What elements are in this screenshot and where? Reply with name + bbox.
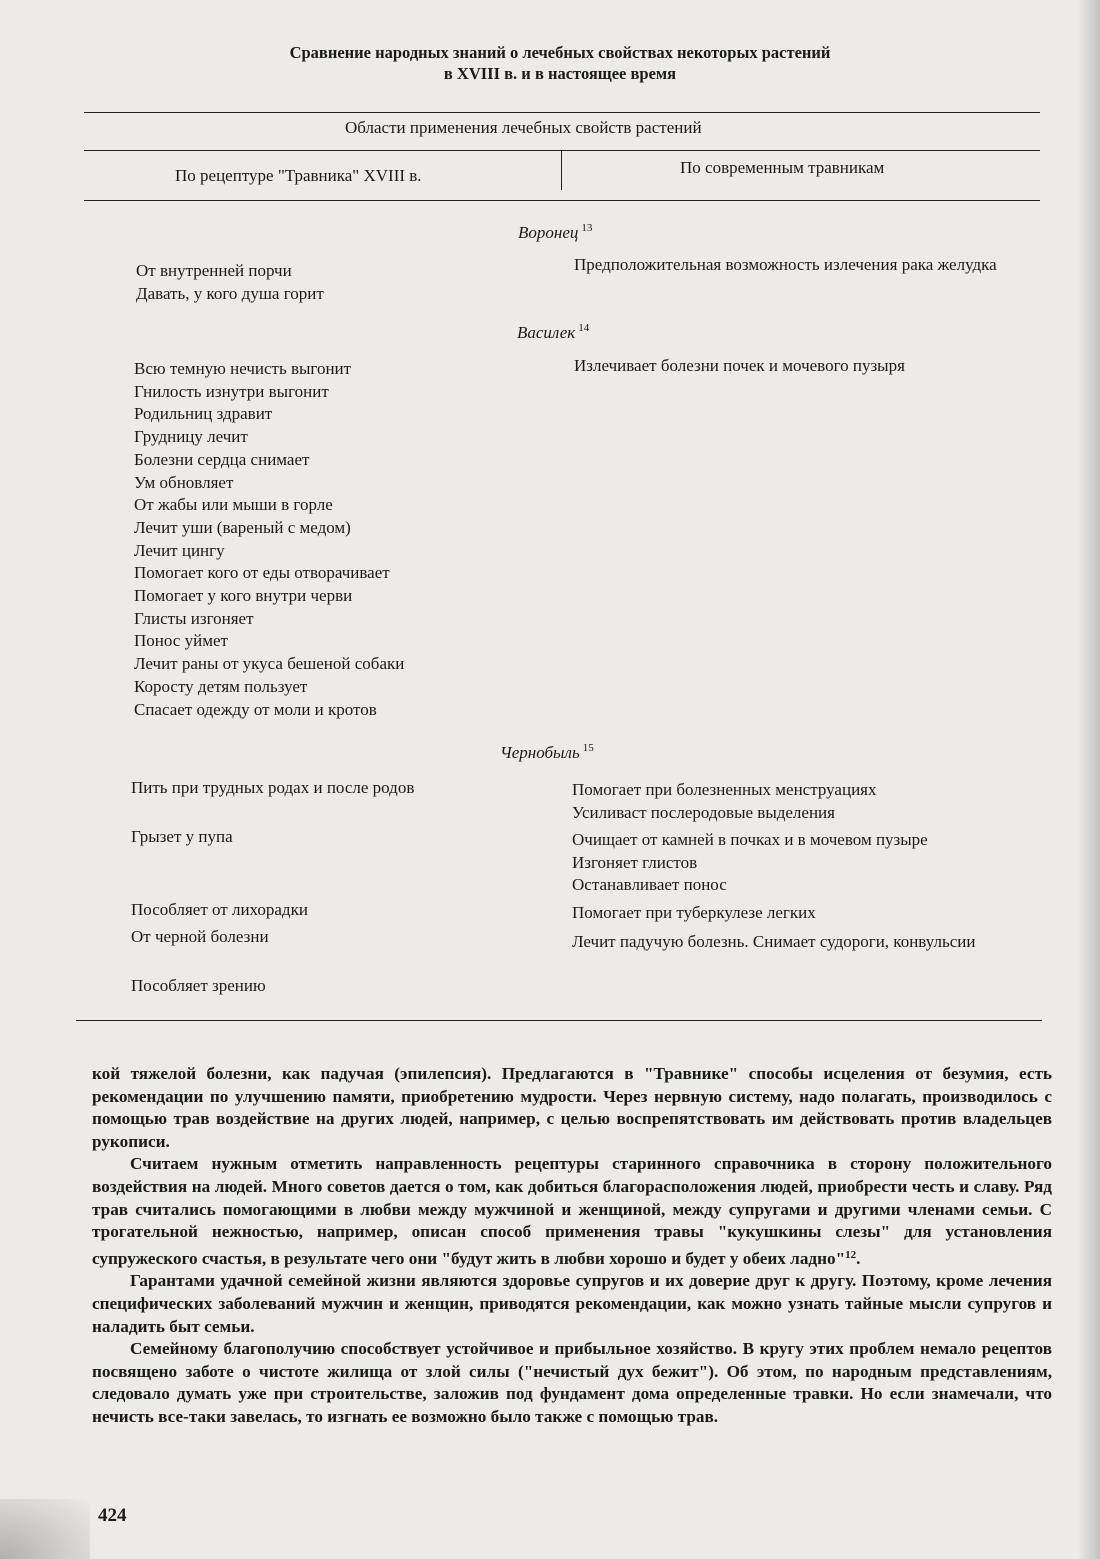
voronets-right-column — [574, 254, 1034, 277]
list-item: Глисты изгоняет — [134, 608, 254, 628]
chernobyl-right-group — [572, 779, 1032, 824]
list-item: От внутренней порчи — [136, 261, 292, 280]
list-item: Коросту детям пользует — [134, 676, 308, 696]
list-item: Пособляет зрению — [131, 976, 266, 995]
list-item: Останавливает понос — [572, 875, 727, 895]
chernobyl-left-item — [131, 926, 269, 949]
footnote-ref: 12 — [845, 1248, 857, 1261]
table-top-rule — [84, 112, 1040, 113]
page-number: 424 — [98, 1505, 127, 1526]
footnote-ref: 14 — [578, 322, 590, 334]
list-item: От черной болезни — [131, 927, 269, 946]
plant-name: Воронец — [518, 223, 579, 242]
list-item: Болезни сердца снимает — [134, 449, 310, 469]
page-corner-shadow — [0, 1499, 90, 1559]
chernobyl-left-item — [131, 975, 266, 998]
list-item: Помогает у кого внутри черви — [134, 586, 353, 606]
table-title-line1: Сравнение народных знаний о лечебных свойствах некоторых растений — [289, 43, 831, 62]
header-column-divider — [561, 150, 562, 190]
list-item: Гнилость изнутри выгонит — [134, 381, 329, 401]
table-title-line2: в XVIII в. и в настоящее время — [443, 64, 677, 83]
header-left: По рецептуре "Травника" XVIII в. — [175, 166, 422, 185]
vasilek-right-column — [574, 355, 1034, 378]
plant-name: Чернобыль — [500, 743, 580, 762]
list-item: Помогает кого от еды отворачивает — [134, 563, 390, 583]
chernobyl-right-group — [572, 829, 1032, 897]
chernobyl-left-item — [131, 826, 233, 849]
voronets-left-column — [136, 260, 324, 305]
list-item: Пить при трудных родах и после родов — [131, 778, 415, 797]
plant-name: Василек — [517, 323, 576, 342]
plant-name-vasilek — [517, 322, 589, 343]
header-bottom-rule — [84, 200, 1040, 201]
list-item: Грудницу лечит — [134, 427, 248, 447]
plant-name-voronets — [518, 222, 592, 243]
list-item: Ум обновляет — [134, 472, 234, 492]
body-text — [92, 1063, 1052, 1429]
list-item: Лечит раны от укуса бешеной собаки — [134, 654, 405, 674]
list-item: Изгоняет глистов — [572, 852, 698, 872]
list-item: Давать, у кого душа горит — [136, 283, 324, 303]
list-item: Лечит цингу — [134, 540, 225, 560]
paragraph-end: . — [856, 1248, 861, 1268]
list-item: Лечит уши (вареный с медом) — [134, 517, 351, 537]
list-item: Родильниц здравит — [134, 404, 273, 424]
list-item: Пособляет от лихорадки — [131, 900, 308, 919]
chernobyl-left-item — [131, 899, 308, 922]
footnote-ref: 13 — [581, 222, 593, 234]
plant-name-chernobyl — [500, 742, 594, 763]
paragraph — [92, 1153, 1052, 1270]
paragraph: Семейному благополучию способствует устойчивое и прибыльное хозяйство. В кругу этих проблем немало рецептов посвящено заботе о чистоте жилища от злой силы ("нечистый дух бежит"). Об этом, по народным представлениям, следовало думать уже при строительстве, заложив под фундамент дома определенные травки. Но если знамечали, что нечисть все-таки завелась, то изгнать ее возможно было также с помощью трав. — [92, 1339, 1052, 1426]
list-item: Грызет у пупа — [131, 827, 233, 846]
header-divider — [84, 150, 1040, 151]
list-item: Усиливаст послеродовые выделения — [572, 802, 835, 822]
paragraph: кой тяжелой болезни, как падучая (эпилепсия). Предлагаются в "Травнике" способы исцеления от безумия, есть рекомендации по улучшению памяти, приобретению мудрости. Через нервную систему, надо полагать, производилось с помощью трав воздействие на других людей, например, с целью воспрепятствовать им действовать против владельцев рукописи. — [92, 1064, 1052, 1151]
list-item: Спасает одежду от моли и кротов — [134, 699, 377, 719]
list-item: Очищает от камней в почках и в мочевом пузыре — [572, 830, 928, 849]
chernobyl-right-group — [572, 931, 992, 954]
footnote-ref: 15 — [582, 742, 594, 754]
paragraph: Гарантами удачной семейной жизни являются здоровье супругов и их доверие друг к другу. Поэтому, кроме лечения специфических заболеваний мужчин и женщин, приводятся рекомендации, как можно узнать тайные мысли супругов и наладить быт семьи. — [92, 1271, 1052, 1336]
chernobyl-left-item — [131, 777, 414, 800]
list-item: Помогает при туберкулезе легких — [572, 903, 816, 922]
chernobyl-right-group — [572, 902, 1032, 925]
paragraph-text: Считаем нужным отметить направленность рецептуры старинного справочника в сторону положительного воздействия на людей. Много советов дается о том, как добиться благорасположения людей, приобрести честь и славу. Ряд трав считались помогающими в любви между мужчиной и женщиной, между супругами и другими членами семьи. С трогательной нежностью, например, описан способ применения травы "кукушкины слезы" для установления супружеского счастья, в результате чего они "будут жить в любви хорошо и будет у обеих ладно" — [92, 1154, 1052, 1268]
list-item: Предположительная возможность излечения рака желудка — [574, 255, 997, 274]
list-item: Помогает при болезненных менструациях — [572, 780, 877, 799]
list-item: Лечит падучую болезнь. Снимает судороги, конвульсии — [572, 932, 976, 951]
page-edge-shadow — [1078, 0, 1100, 1559]
list-item: Всю темную нечисть выгонит — [134, 359, 352, 378]
list-item: Понос уймет — [134, 631, 228, 651]
list-item: Излечивает болезни почек и мочевого пузыря — [574, 356, 905, 375]
table-bottom-rule — [76, 1020, 1042, 1021]
header-right: По современным травникам — [680, 158, 885, 177]
header-main: Области применения лечебных свойств растений — [345, 118, 702, 137]
vasilek-left-column — [134, 358, 404, 721]
list-item: От жабы или мыши в горле — [134, 495, 333, 515]
